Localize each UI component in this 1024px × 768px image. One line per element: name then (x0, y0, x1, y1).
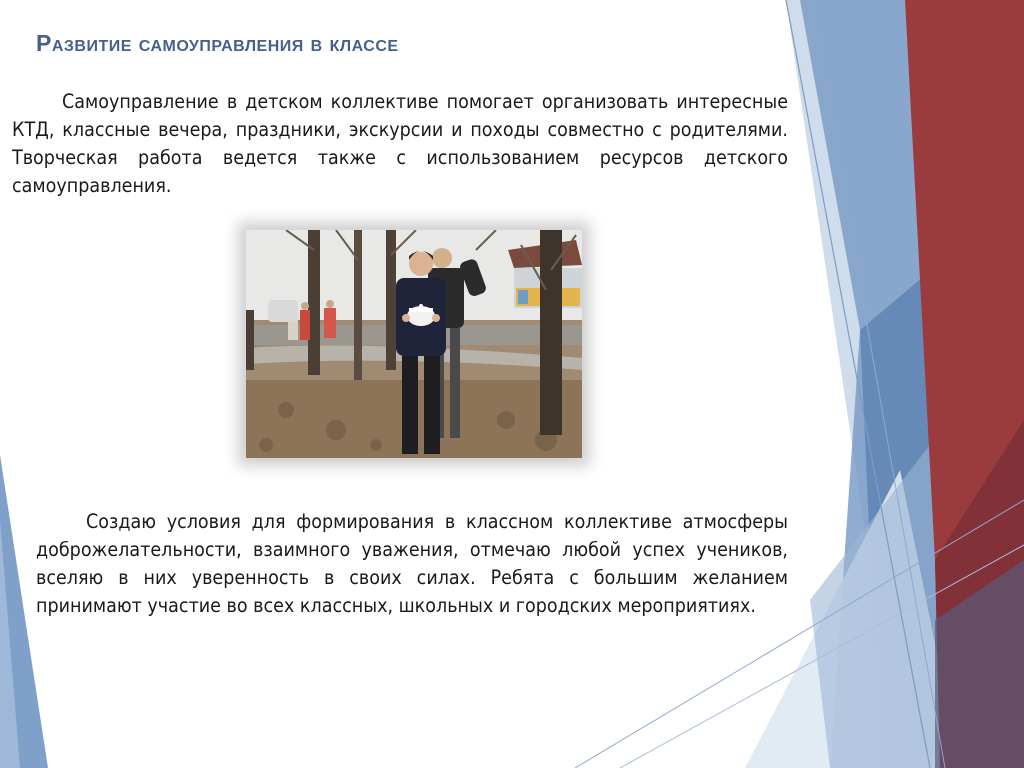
photo-illustration (246, 230, 582, 458)
class-photo (246, 230, 582, 458)
slide-title: Развитие самоуправления в классе (36, 30, 399, 56)
paragraph-self-government: Самоуправление в детском коллективе помогает организовать интересные КТД, классные вечера, праздники, экскурсии и походы совместно с родителями. Творческая работа ведется также с использованием ресурсов детского самоуправления. (12, 90, 788, 197)
paragraph-class-atmosphere: Создаю условия для формирования в классном коллективе атмосферы доброжелательности, взаимного уважения, отмечаю любой успех учеников, вселяю в них уверенность в своих силах. Ребята с большим желанием принимают участие во всех классных, школьных и городских мероприятиях. (36, 510, 788, 617)
